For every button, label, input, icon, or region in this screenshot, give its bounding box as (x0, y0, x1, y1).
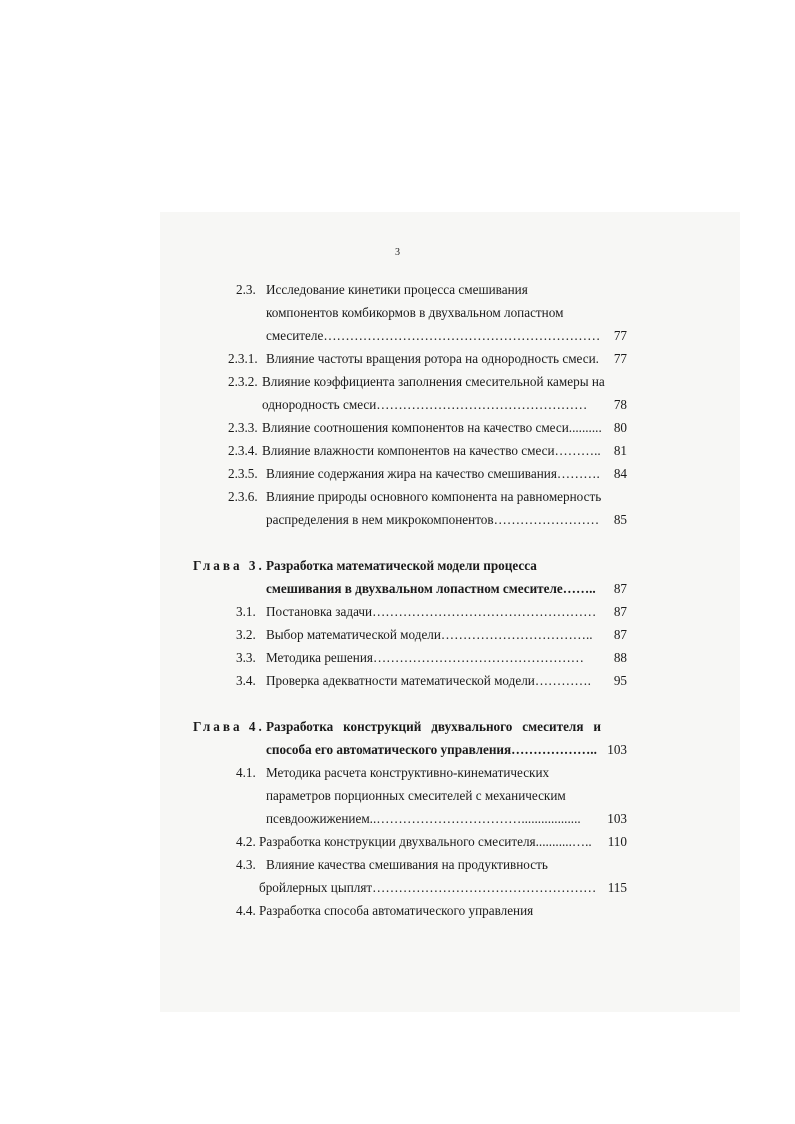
toc-page-3-1: 87 (613, 604, 627, 619)
chapter-3-label: Глава 3. (193, 558, 265, 573)
toc-text-4-1: Методика расчета конструктивно-кинематических (266, 765, 550, 780)
toc-page-2-3-6: 85 (613, 512, 627, 527)
toc-text-2-3-cont: компонентов комбикормов в двухвальном лопастном (266, 305, 564, 320)
toc-text-2-3-cont2: смесителе……………………………………………………… (266, 328, 601, 343)
toc-text-4-3: Влияние качества смешивания на продуктивность (266, 857, 548, 872)
toc-num-4-2: 4.2. (236, 834, 256, 849)
chapter-4-page: 103 (607, 742, 627, 757)
chapter-3-title-cont: смешивания в двухвальном лопастном смесителе…….. (266, 581, 596, 596)
toc-page-2-3: 77 (613, 328, 627, 343)
toc-page-3-2: 87 (613, 627, 627, 642)
toc-page-2-3-1: 77 (613, 351, 627, 366)
toc-num-3-1: 3.1. (236, 604, 256, 619)
toc-page-4-1: 103 (607, 811, 627, 826)
toc-text-4-1-cont2: псевдоожижением..…………………………….................. (266, 811, 581, 826)
toc-num-2-3-5: 2.3.5. (228, 466, 258, 481)
toc-text-4-4: Разработка способа автоматического управления (259, 903, 534, 918)
toc-num-2-3-2: 2.3.2. (228, 374, 258, 389)
toc-page-3-4: 95 (613, 673, 627, 688)
toc-text-4-3-cont: бройлерных цыплят…………………………………………… (259, 880, 597, 895)
toc-num-3-2: 3.2. (236, 627, 256, 642)
toc-text-3-3: Методика решения………………………………………… (266, 650, 584, 665)
toc-num-4-3: 4.3. (236, 857, 256, 872)
toc-text-3-4: Проверка адекватности математической модели…………. (266, 673, 591, 688)
toc-text-2-3-5: Влияние содержания жира на качество смешивания………. (266, 466, 600, 481)
toc-num-2-3-1: 2.3.1. (228, 351, 258, 366)
toc-page-4-2: 110 (607, 834, 627, 849)
toc-page-2-3-2: 78 (613, 397, 627, 412)
toc-num-2-3: 2.3. (236, 282, 256, 297)
toc-text-2-3-1: Влияние частоты вращения ротора на однородность смеси. (266, 351, 599, 366)
toc-text-3-1: Постановка задачи…………………………………………… (266, 604, 597, 619)
toc-text-2-3-6: Влияние природы основного компонента на равномерность (266, 489, 602, 504)
toc-text-2-3-4: Влияние влажности компонентов на качество смеси……….. (262, 443, 601, 458)
toc-num-2-3-3: 2.3.3. (228, 420, 258, 435)
toc-text-2-3-3: Влияние соотношения компонентов на качество смеси.......... (262, 420, 602, 435)
toc-page-2-3-4: 81 (613, 443, 627, 458)
toc-page-2-3-3: 80 (613, 420, 627, 435)
toc-text-2-3-2-cont: однородность смеси………………………………………… (262, 397, 588, 412)
toc-text-3-2: Выбор математической модели…………………………….. (266, 627, 593, 642)
chapter-3-page: 87 (613, 581, 627, 596)
toc-num-3-4: 3.4. (236, 673, 256, 688)
toc-text-2-3-6-cont: распределения в нем микрокомпонентов…………………… (266, 512, 600, 527)
chapter-4-label: Глава 4. (193, 719, 265, 734)
toc-page-2-3-5: 84 (613, 466, 627, 481)
chapter-4-title-cont: способа его автоматического управления……………….. (266, 742, 597, 757)
toc-text-2-3-2: Влияние коэффициента заполнения смесительной камеры на (262, 374, 605, 389)
toc-page-4-3: 115 (607, 880, 627, 895)
toc-text-4-2: Разработка конструкции двухвального смесителя...........….. (259, 834, 592, 849)
toc-page-3-3: 88 (613, 650, 627, 665)
chapter-3-title: Разработка математической модели процесса (266, 558, 537, 573)
toc-num-2-3-6: 2.3.6. (228, 489, 258, 504)
toc-num-4-1: 4.1. (236, 765, 256, 780)
toc-text-2-3: Исследование кинетики процесса смешивания (266, 282, 528, 297)
toc-num-2-3-4: 2.3.4. (228, 443, 258, 458)
page-number: 3 (395, 247, 400, 258)
toc-num-3-3: 3.3. (236, 650, 256, 665)
toc-num-4-4: 4.4. (236, 903, 256, 918)
chapter-4-title: Разработка конструкций двухвального смесителя и (266, 719, 601, 734)
toc-text-4-1-cont: параметров порционных смесителей с механическим (266, 788, 566, 803)
